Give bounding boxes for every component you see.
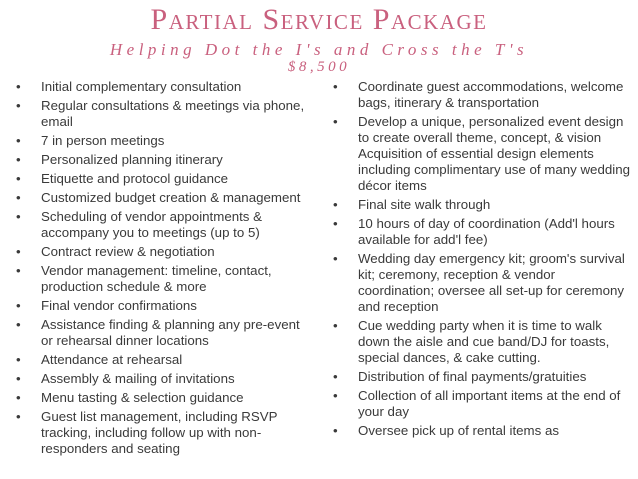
service-item: • Contract review & negotiation [14, 244, 314, 260]
service-item: • Scheduling of vendor appointments & accompany you to meetings (up to 5) [14, 209, 314, 241]
service-item: • Oversee pick up of rental items as [331, 423, 631, 439]
service-item: • Assistance finding & planning any pre-event or rehearsal dinner locations [14, 317, 314, 349]
service-item: • Attendance at rehearsal [14, 352, 314, 368]
service-item: • Etiquette and protocol guidance [14, 171, 314, 187]
service-item: • 7 in person meetings [14, 133, 314, 149]
service-item: • Regular consultations & meetings via phone, email [14, 98, 314, 130]
service-item: • Distribution of final payments/gratuities [331, 369, 631, 385]
service-item: • Collection of all important items at the end of your day [331, 388, 631, 420]
package-price: $8,500 [287, 59, 351, 75]
service-item: • Coordinate guest accommodations, welcome bags, itinerary & transportation [331, 79, 631, 111]
service-item: • Initial complementary consultation [14, 79, 314, 95]
service-item: • 10 hours of day of coordination (Add'l hours available for add'l fee) [331, 216, 631, 248]
service-item: • Guest list management, including RSVP tracking, including follow up with non-responders and seating [14, 409, 314, 457]
service-item: • Cue wedding party when it is time to walk down the aisle and cue band/DJ for toasts, special dances, & cake cutting. [331, 318, 631, 366]
service-item: • Wedding day emergency kit; groom's survival kit; ceremony, reception & vendor coordination; oversee all set-up for ceremony and reception [331, 251, 631, 315]
service-item: • Final vendor confirmations [14, 298, 314, 314]
service-item: • Develop a unique, personalized event design to create overall theme, concept, & vision Acquisition of essential design elements including complimentary use of many wedding décor items [331, 114, 631, 194]
service-item: • Assembly & mailing of invitations [14, 371, 314, 387]
service-item: • Customized budget creation & management [14, 190, 314, 206]
service-item: • Personalized planning itinerary [14, 152, 314, 168]
right-services-list [331, 79, 631, 442]
service-item: • Menu tasting & selection guidance [14, 390, 314, 406]
left-services-list [14, 79, 314, 460]
page-subtitle: Helping Dot the I's and Cross the T's [109, 40, 529, 59]
service-item: • Final site walk through [331, 197, 631, 213]
service-item: • Vendor management: timeline, contact, production schedule & more [14, 263, 314, 295]
page-title: Partial Service Package [150, 3, 488, 36]
